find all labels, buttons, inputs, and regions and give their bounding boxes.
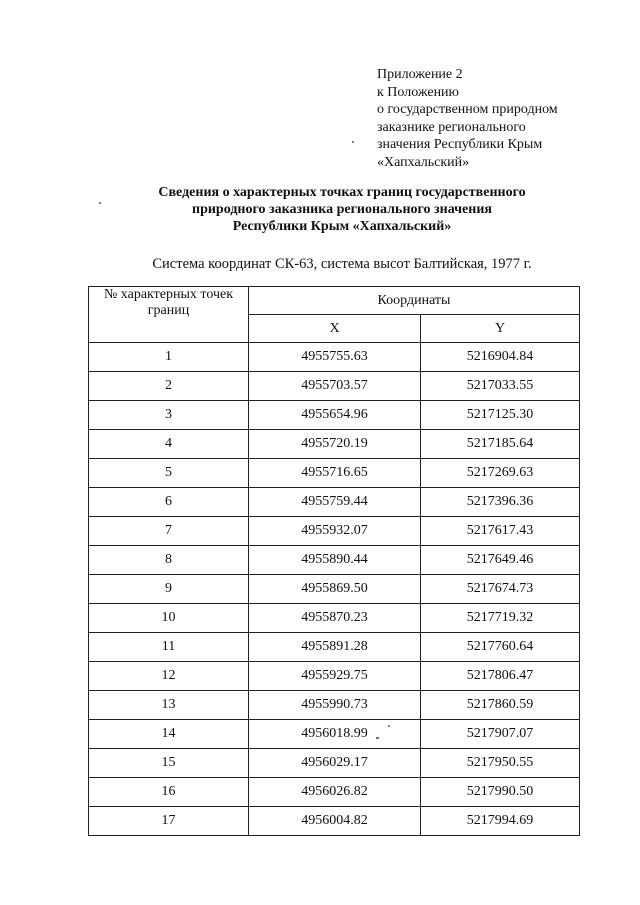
cell-x: 4955716.65 [249, 459, 421, 488]
table-row [89, 778, 580, 807]
cell-x: 4956018.99 [249, 720, 421, 749]
scan-speck [352, 141, 354, 143]
appendix-line: к Положению [377, 84, 460, 100]
cell-y: 5217125.30 [421, 401, 580, 430]
table-body [89, 343, 580, 836]
cell-y: 5217269.63 [421, 459, 580, 488]
heading-line: Республики Крым «Хапхальский» [232, 219, 452, 234]
cell-y: 5217033.55 [421, 372, 580, 401]
table-row [89, 720, 580, 749]
table-row [89, 807, 580, 836]
cell-y: 5217674.73 [421, 575, 580, 604]
cell-point-number: 15 [89, 749, 249, 778]
coordinates-table [88, 286, 580, 836]
table-row [89, 401, 580, 430]
cell-y: 5217860.59 [421, 691, 580, 720]
cell-x: 4955891.28 [249, 633, 421, 662]
cell-point-number: 2 [89, 372, 249, 401]
appendix-line: Приложение 2 [377, 67, 463, 82]
cell-point-number: 7 [89, 517, 249, 546]
cell-point-number: 1 [89, 343, 249, 372]
heading-line: природного заказника регионального значения [192, 202, 492, 217]
cell-point-number: 8 [89, 546, 249, 575]
cell-point-number: 11 [89, 633, 249, 662]
document-heading [0, 184, 640, 235]
table-row [89, 575, 580, 604]
appendix-line: значения Республики Крым [377, 137, 543, 152]
cell-y: 5217760.64 [421, 633, 580, 662]
cell-y: 5217990.50 [421, 778, 580, 807]
appendix-line: о государственном природном [377, 102, 558, 117]
scan-speck [376, 737, 379, 739]
cell-point-number: 3 [89, 401, 249, 430]
header-y: Y [421, 315, 580, 343]
cell-point-number: 17 [89, 807, 249, 836]
cell-x: 4955755.63 [249, 343, 421, 372]
cell-x: 4955932.07 [249, 517, 421, 546]
cell-point-number: 14 [89, 720, 249, 749]
cell-x: 4955929.75 [249, 662, 421, 691]
table-row [89, 633, 580, 662]
cell-y: 5217907.07 [421, 720, 580, 749]
header-coordinates: Координаты [249, 287, 580, 315]
cell-y: 5217994.69 [421, 807, 580, 836]
cell-x: 4955654.96 [249, 401, 421, 430]
cell-point-number: 16 [89, 778, 249, 807]
cell-y: 5217396.36 [421, 488, 580, 517]
cell-point-number: 13 [89, 691, 249, 720]
coordinate-system-line: Система координат СК-63, система высот Балтийская, 1977 г. [152, 256, 532, 272]
table-row [89, 488, 580, 517]
table-row [89, 604, 580, 633]
table-row [89, 343, 580, 372]
cell-point-number: 6 [89, 488, 249, 517]
table-row [89, 749, 580, 778]
cell-y: 5216904.84 [421, 343, 580, 372]
cell-x: 4956029.17 [249, 749, 421, 778]
cell-x: 4956026.82 [249, 778, 421, 807]
scan-speck [99, 202, 101, 204]
cell-point-number: 10 [89, 604, 249, 633]
cell-point-number: 9 [89, 575, 249, 604]
header-x: X [249, 315, 421, 343]
cell-x: 4955870.23 [249, 604, 421, 633]
header-point-number: № характерных точек границ [89, 287, 249, 343]
cell-point-number: 12 [89, 662, 249, 691]
cell-y: 5217806.47 [421, 662, 580, 691]
table-row [89, 430, 580, 459]
appendix-line: «Хапхальский» [377, 154, 470, 170]
table-row [89, 459, 580, 488]
table-row [89, 691, 580, 720]
appendix-line: заказнике регионального [377, 119, 526, 135]
cell-x: 4956004.82 [249, 807, 421, 836]
cell-y: 5217950.55 [421, 749, 580, 778]
table-row [89, 546, 580, 575]
table-row [89, 517, 580, 546]
cell-x: 4955869.50 [249, 575, 421, 604]
appendix-note [377, 66, 558, 171]
cell-point-number: 4 [89, 430, 249, 459]
cell-x: 4955720.19 [249, 430, 421, 459]
table-row [89, 372, 580, 401]
scan-speck [388, 725, 390, 727]
cell-y: 5217719.32 [421, 604, 580, 633]
table-header-row [89, 287, 580, 315]
cell-y: 5217649.46 [421, 546, 580, 575]
cell-y: 5217185.64 [421, 430, 580, 459]
cell-x: 4955890.44 [249, 546, 421, 575]
table-row [89, 662, 580, 691]
cell-x: 4955759.44 [249, 488, 421, 517]
cell-point-number: 5 [89, 459, 249, 488]
cell-y: 5217617.43 [421, 517, 580, 546]
cell-x: 4955990.73 [249, 691, 421, 720]
cell-x: 4955703.57 [249, 372, 421, 401]
heading-line: Сведения о характерных точках границ государственного [158, 185, 526, 200]
